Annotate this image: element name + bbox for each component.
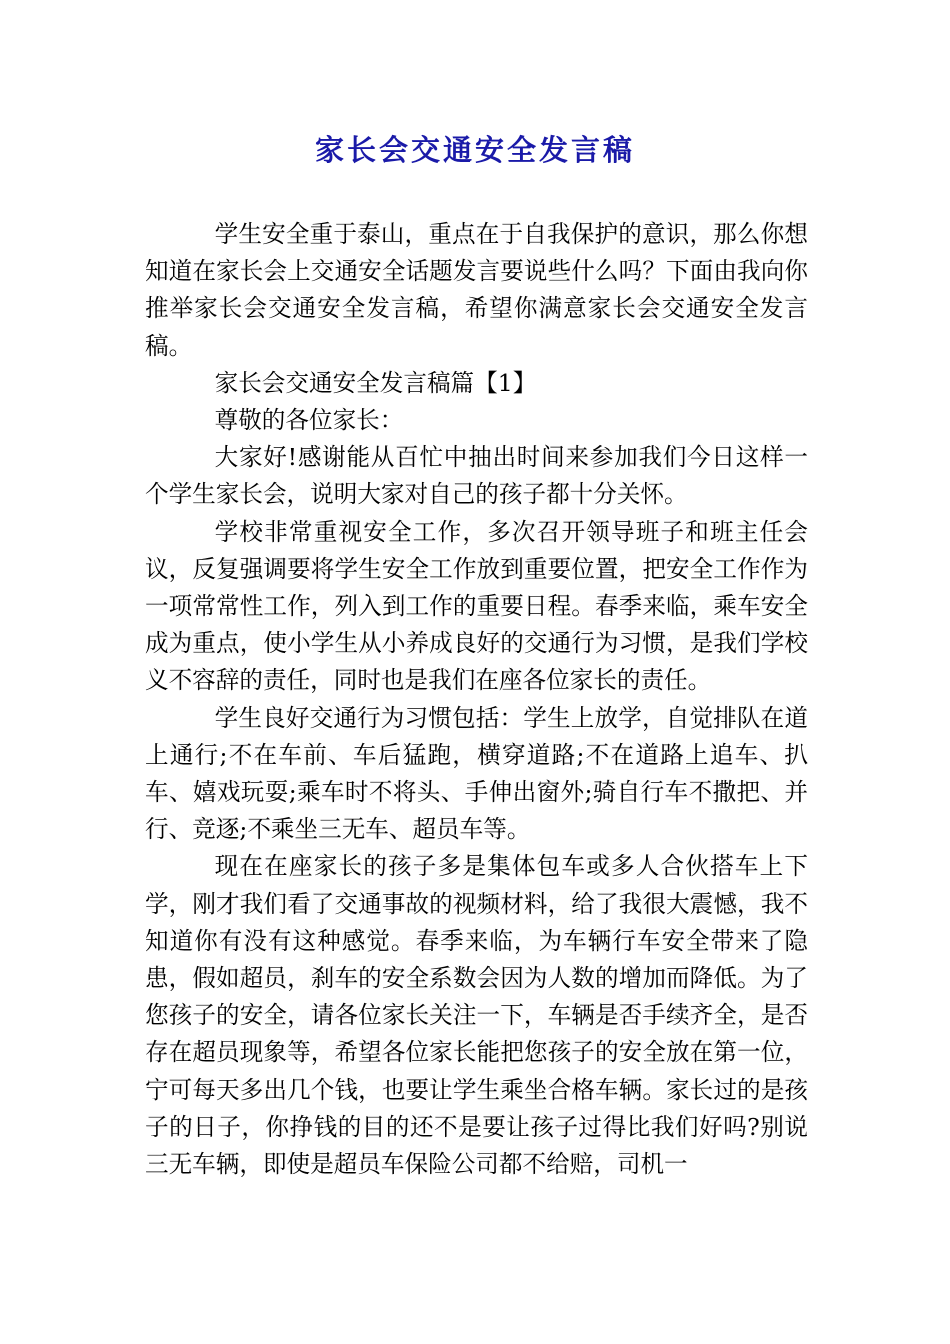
paragraph-vehicle-safety: 现在在座家长的孩子多是集体包车或多人合伙搭车上下学，刚才我们看了交通事故的视频材料，给了我很大震憾，我不知道你有没有这种感觉。春季来临，为车辆行车安全带来了隐患，假如超员，刹车的安全系数会因为人数的增加而降低。为了您孩子的安全，请各位家长关注一下，车辆是否手续齐全，是否存在超员现象等，希望各位家长能把您孩子的安全放在第一位，宁可每天多出几个钱，也要让学生乘坐合格车辆。家长过的是孩子的日子，你挣钱的目的还不是要让孩子过得比我们好吗?别说三无车辆，即使是超员车保险公司都不给赔，司机一 <box>145 852 808 1179</box>
document-title: 家长会交通安全发言稿 <box>314 133 635 167</box>
paragraph-school-safety: 学校非常重视安全工作，多次召开领导班子和班主任会议，反复强调要将学生安全工作放到重要位置，把安全工作作为一项常常性工作，列入到工作的重要日程。春季来临，乘车安全成为重点，使小学生从小养成良好的交通行为习惯，是我们学校义不容辞的责任，同时也是我们在座各位家长的责任。 <box>145 517 808 695</box>
document-body <box>145 216 808 1183</box>
paragraph-greeting: 大家好!感谢能从百忙中抽出时间来参加我们今日这样一个学生家长会，说明大家对自己的孩子都十分关怀。 <box>145 443 808 509</box>
paragraph-section-heading: 家长会交通安全发言稿篇【1】 <box>214 368 537 397</box>
paragraph-salutation: 尊敬的各位家长： <box>214 406 404 435</box>
paragraph-traffic-habits: 学生良好交通行为习惯包括：学生上放学，自觉排队在道上通行;不在车前、车后猛跑，横穿道路;不在道路上追车、扒车、嬉戏玩耍;乘车时不将头、手伸出窗外;骑自行车不撒把、并行、竞逐;不乘坐三无车、超员车等。 <box>145 703 808 844</box>
paragraph-intro: 学生安全重于泰山，重点在于自我保护的意识，那么你想知道在家长会上交通安全话题发言要说些什么吗？下面由我向你推举家长会交通安全发言稿，希望你满意家长会交通安全发言稿。 <box>145 220 808 360</box>
